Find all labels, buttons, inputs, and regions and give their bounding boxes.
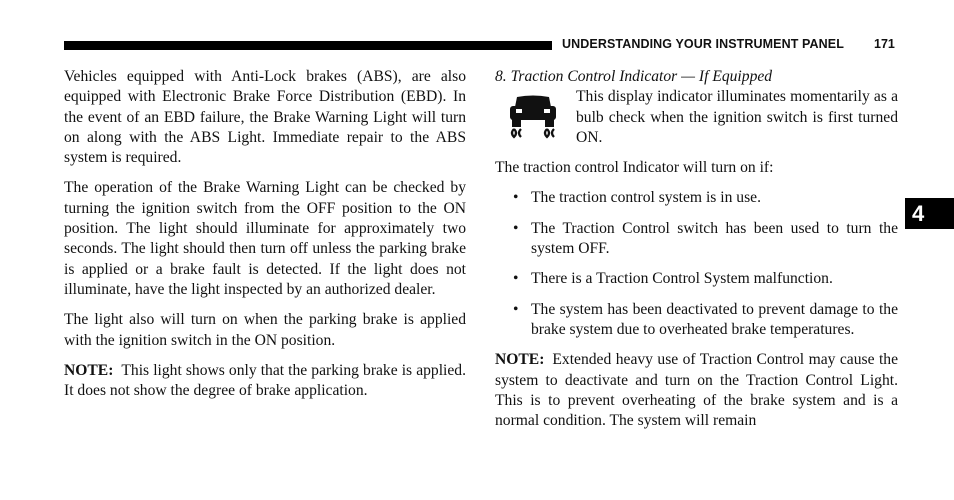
intro-line: The traction control Indicator will turn on if: — [495, 159, 774, 177]
list-item: • The traction control system is in use. — [495, 188, 898, 208]
note-label: NOTE: — [64, 361, 114, 379]
paragraph-ebd: Vehicles equipped with Anti-Lock brakes (ABS), are also equipped with Electronic Brake Force Distribution (EBD). In the event of an EBD failure, the Brake Warning Light will turn on along with the ABS Light. Immediate repair to the ABS system is required. — [64, 68, 466, 167]
section-heading: 8. Traction Control Indicator — If Equipped — [495, 68, 773, 85]
note-label: NOTE: — [495, 351, 545, 369]
list-item: • The system has been deactivated to prevent damage to the brake system due to overheated brake temperatures. — [495, 300, 898, 341]
right-column — [495, 67, 898, 441]
traction-control-car-icon — [505, 93, 561, 139]
left-column — [64, 67, 466, 411]
condition-list — [495, 188, 898, 340]
header-rule — [64, 41, 552, 50]
note-paragraph-right — [495, 350, 898, 431]
indicator-description: This display indicator illuminates momentarily as a bulb check when the ignition switch is first turned ON. — [576, 88, 898, 146]
list-item: • There is a Traction Control System malfunction. — [495, 269, 898, 289]
page-number: 171 — [874, 37, 895, 51]
note-paragraph-left — [64, 361, 466, 402]
paragraph-parking-brake: The light also will turn on when the parking brake is applied with the ignition switch in the ON position. — [64, 311, 466, 349]
indicator-block — [495, 87, 898, 148]
chapter-tab: 4 — [905, 198, 954, 229]
note-text: This light shows only that the parking brake is applied. It does not show the degree of brake application. — [64, 361, 466, 400]
running-header: UNDERSTANDING YOUR INSTRUMENT PANEL — [562, 37, 844, 51]
list-item: • The Traction Control switch has been used to turn the system OFF. — [495, 219, 898, 260]
note-text: Extended heavy use of Traction Control may cause the system to deactivate and turn on the Traction Control Light. This is to prevent overheating of the brake system and is a normal condition. The system will remain — [495, 351, 898, 430]
paragraph-brake-check: The operation of the Brake Warning Light can be checked by turning the ignition switch from the OFF position to the ON position. The light should illuminate for approximately two seconds. The light should then turn off unless the parking brake is applied or a brake fault is detected. If the light does not illuminate, have the light inspected by an authorized dealer. — [64, 179, 466, 298]
